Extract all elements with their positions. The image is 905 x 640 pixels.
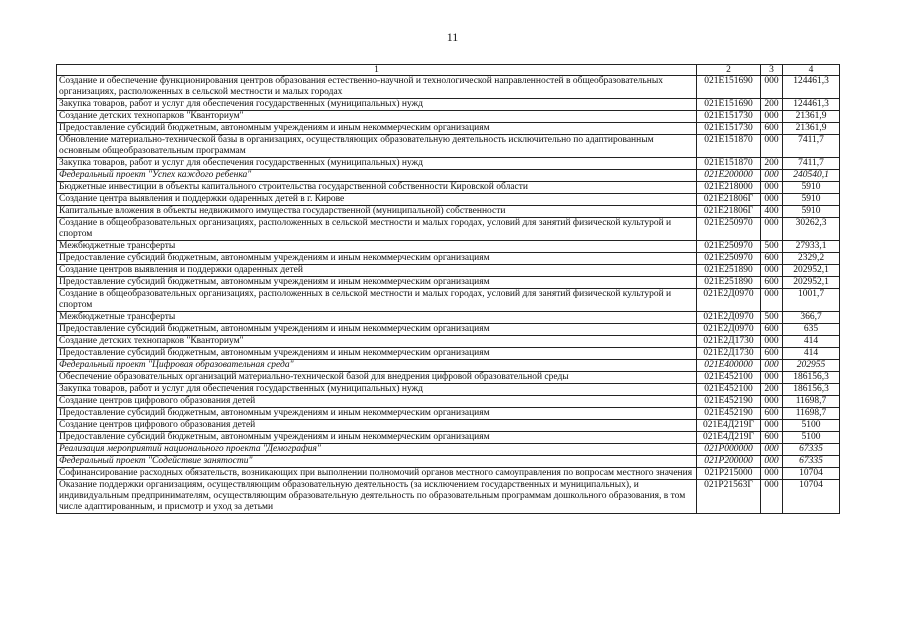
table-row bbox=[57, 384, 840, 396]
row-name-cell: Предоставление субсидий бюджетным, автономным учреждениям и иным некоммерческим организациям bbox=[57, 277, 697, 289]
row-amount-cell: 240540,1 bbox=[783, 170, 840, 182]
row-amount-cell: 11698,7 bbox=[783, 408, 840, 420]
row-expense-type-cell: 000 bbox=[761, 444, 783, 456]
row-name-cell: Предоставление субсидий бюджетным, автономным учреждениям и иным некоммерческим организациям bbox=[57, 324, 697, 336]
row-amount-cell: 5100 bbox=[783, 420, 840, 432]
table-row bbox=[57, 396, 840, 408]
row-expense-type-cell: 000 bbox=[761, 76, 783, 99]
row-name-cell: Предоставление субсидий бюджетным, автономным учреждениям и иным некоммерческим организациям bbox=[57, 432, 697, 444]
table-row bbox=[57, 372, 840, 384]
row-name-cell: Обновление материально-технической базы в организациях, осуществляющих образовательную деятельность исключительно по адаптированным основным общеобразовательным программам bbox=[57, 135, 697, 158]
header-col-2: 2 bbox=[697, 65, 761, 76]
row-name-cell: Бюджетные инвестиции в объекты капитального строительства государственной собственности Кировской области bbox=[57, 182, 697, 194]
row-code-cell: 021E151870 bbox=[697, 135, 761, 158]
table-row bbox=[57, 265, 840, 277]
row-amount-cell: 202952,1 bbox=[783, 265, 840, 277]
row-name-cell: Федеральный проект "Успех каждого ребенка" bbox=[57, 170, 697, 182]
row-expense-type-cell: 000 bbox=[761, 265, 783, 277]
row-amount-cell: 2329,2 bbox=[783, 253, 840, 265]
row-code-cell: 021P200000 bbox=[697, 456, 761, 468]
row-name-cell: Обеспечение образовательных организаций материально-технической базой для внедрения цифровой образовательной среды bbox=[57, 372, 697, 384]
row-amount-cell: 5100 bbox=[783, 432, 840, 444]
row-code-cell: 021E250970 bbox=[697, 241, 761, 253]
header-col-1: 1 bbox=[57, 65, 697, 76]
row-amount-cell: 1001,7 bbox=[783, 289, 840, 312]
row-amount-cell: 7411,7 bbox=[783, 158, 840, 170]
row-expense-type-cell: 000 bbox=[761, 194, 783, 206]
table-row bbox=[57, 111, 840, 123]
table-row bbox=[57, 99, 840, 111]
table-row bbox=[57, 277, 840, 289]
row-code-cell: 021E151730 bbox=[697, 123, 761, 135]
row-expense-type-cell: 400 bbox=[761, 206, 783, 218]
row-name-cell: Создание и обеспечение функционирования центров образования естественно-научной и технологической направленностей в общеобразовательных организациях, расположенных в сельской местности и малых городах bbox=[57, 76, 697, 99]
row-name-cell: Федеральный проект "Цифровая образовательная среда" bbox=[57, 360, 697, 372]
table-row bbox=[57, 324, 840, 336]
budget-table-body bbox=[57, 65, 840, 514]
row-code-cell: 021E151690 bbox=[697, 76, 761, 99]
row-expense-type-cell: 600 bbox=[761, 277, 783, 289]
row-amount-cell: 27933,1 bbox=[783, 241, 840, 253]
row-expense-type-cell: 000 bbox=[761, 135, 783, 158]
row-code-cell: 021E151870 bbox=[697, 158, 761, 170]
row-expense-type-cell: 200 bbox=[761, 384, 783, 396]
row-name-cell: Капитальные вложения в объекты недвижимого имущества государственной (муниципальной) собственности bbox=[57, 206, 697, 218]
table-row bbox=[57, 135, 840, 158]
table-row bbox=[57, 170, 840, 182]
row-expense-type-cell: 600 bbox=[761, 123, 783, 135]
row-expense-type-cell: 000 bbox=[761, 420, 783, 432]
row-amount-cell: 202955 bbox=[783, 360, 840, 372]
table-row bbox=[57, 468, 840, 480]
row-amount-cell: 124461,3 bbox=[783, 99, 840, 111]
row-name-cell: Закупка товаров, работ и услуг для обеспечения государственных (муниципальных) нужд bbox=[57, 99, 697, 111]
row-name-cell: Оказание поддержки организациям, осуществляющим образовательную деятельность (за исключением государственных и муниципальных), и индивидуальным предпринимателям, осуществляющим образовательную деятельность по образовательным программам дошкольного образования, в том числе адаптированным, и присмотр и уход за детьми bbox=[57, 480, 697, 514]
row-code-cell: 021E218000 bbox=[697, 182, 761, 194]
row-amount-cell: 414 bbox=[783, 336, 840, 348]
table-row bbox=[57, 456, 840, 468]
row-name-cell: Федеральный проект "Содействие занятости" bbox=[57, 456, 697, 468]
row-amount-cell: 21361,9 bbox=[783, 111, 840, 123]
row-amount-cell: 11698,7 bbox=[783, 396, 840, 408]
table-header-row bbox=[57, 65, 840, 76]
table-row bbox=[57, 444, 840, 456]
row-amount-cell: 67335 bbox=[783, 444, 840, 456]
row-name-cell: Софинансирование расходных обязательств, возникающих при выполнении полномочий органов местного самоуправления по вопросам местного значения bbox=[57, 468, 697, 480]
row-expense-type-cell: 600 bbox=[761, 348, 783, 360]
table-row bbox=[57, 158, 840, 170]
row-name-cell: Создание в общеобразовательных организациях, расположенных в сельской местности и малых городах, условий для занятий физической культурой и спортом bbox=[57, 218, 697, 241]
row-expense-type-cell: 600 bbox=[761, 324, 783, 336]
row-code-cell: 021E251890 bbox=[697, 277, 761, 289]
table-row bbox=[57, 241, 840, 253]
row-amount-cell: 5910 bbox=[783, 182, 840, 194]
row-amount-cell: 30262,3 bbox=[783, 218, 840, 241]
row-amount-cell: 67335 bbox=[783, 456, 840, 468]
table-row bbox=[57, 218, 840, 241]
row-expense-type-cell: 000 bbox=[761, 480, 783, 514]
table-row bbox=[57, 348, 840, 360]
row-amount-cell: 10704 bbox=[783, 480, 840, 514]
row-name-cell: Создание центра выявления и поддержки одаренных детей в г. Кирове bbox=[57, 194, 697, 206]
table-row bbox=[57, 360, 840, 372]
budget-table bbox=[56, 64, 840, 514]
row-amount-cell: 635 bbox=[783, 324, 840, 336]
row-name-cell: Закупка товаров, работ и услуг для обеспечения государственных (муниципальных) нужд bbox=[57, 158, 697, 170]
row-amount-cell: 366,7 bbox=[783, 312, 840, 324]
row-name-cell: Создание детских технопарков "Кванториум" bbox=[57, 336, 697, 348]
row-code-cell: 021E151730 bbox=[697, 111, 761, 123]
row-name-cell: Создание детских технопарков "Кванториум" bbox=[57, 111, 697, 123]
row-name-cell: Предоставление субсидий бюджетным, автономным учреждениям и иным некоммерческим организациям bbox=[57, 348, 697, 360]
row-expense-type-cell: 000 bbox=[761, 336, 783, 348]
row-name-cell: Межбюджетные трансферты bbox=[57, 312, 697, 324]
row-expense-type-cell: 000 bbox=[761, 170, 783, 182]
row-name-cell: Создание в общеобразовательных организациях, расположенных в сельской местности и малых городах, условий для занятий физической культурой и спортом bbox=[57, 289, 697, 312]
row-code-cell: 021E452100 bbox=[697, 372, 761, 384]
table-row bbox=[57, 420, 840, 432]
row-code-cell: 021P21563Г bbox=[697, 480, 761, 514]
row-expense-type-cell: 000 bbox=[761, 396, 783, 408]
row-name-cell: Предоставление субсидий бюджетным, автономным учреждениям и иным некоммерческим организациям bbox=[57, 408, 697, 420]
row-expense-type-cell: 600 bbox=[761, 432, 783, 444]
table-row bbox=[57, 432, 840, 444]
row-code-cell: 021E200000 bbox=[697, 170, 761, 182]
row-code-cell: 021E2Д0970 bbox=[697, 324, 761, 336]
row-code-cell: 021E250970 bbox=[697, 218, 761, 241]
table-row bbox=[57, 312, 840, 324]
row-name-cell: Закупка товаров, работ и услуг для обеспечения государственных (муниципальных) нужд bbox=[57, 384, 697, 396]
header-col-4: 4 bbox=[783, 65, 840, 76]
row-code-cell: 021E4Д219Г bbox=[697, 432, 761, 444]
row-code-cell: 021E2Д1730 bbox=[697, 336, 761, 348]
row-code-cell: 021E21806Г bbox=[697, 194, 761, 206]
row-expense-type-cell: 600 bbox=[761, 253, 783, 265]
row-code-cell: 021E2Д1730 bbox=[697, 348, 761, 360]
row-expense-type-cell: 000 bbox=[761, 289, 783, 312]
row-name-cell: Межбюджетные трансферты bbox=[57, 241, 697, 253]
page-number: 11 bbox=[446, 30, 459, 44]
row-expense-type-cell: 000 bbox=[761, 456, 783, 468]
row-expense-type-cell: 000 bbox=[761, 182, 783, 194]
table-row bbox=[57, 182, 840, 194]
row-amount-cell: 186156,3 bbox=[783, 384, 840, 396]
table-row bbox=[57, 408, 840, 420]
row-expense-type-cell: 500 bbox=[761, 241, 783, 253]
row-amount-cell: 5910 bbox=[783, 206, 840, 218]
table-row bbox=[57, 76, 840, 99]
row-expense-type-cell: 200 bbox=[761, 99, 783, 111]
row-code-cell: 021E452190 bbox=[697, 396, 761, 408]
table-row bbox=[57, 480, 840, 514]
row-code-cell: 021E2Д0970 bbox=[697, 312, 761, 324]
row-name-cell: Создание центров цифрового образования детей bbox=[57, 420, 697, 432]
table-row bbox=[57, 289, 840, 312]
row-code-cell: 021P000000 bbox=[697, 444, 761, 456]
table-row bbox=[57, 253, 840, 265]
row-amount-cell: 10704 bbox=[783, 468, 840, 480]
row-amount-cell: 414 bbox=[783, 348, 840, 360]
row-code-cell: 021E400000 bbox=[697, 360, 761, 372]
row-expense-type-cell: 200 bbox=[761, 158, 783, 170]
row-amount-cell: 124461,3 bbox=[783, 76, 840, 99]
table-row bbox=[57, 336, 840, 348]
row-amount-cell: 186156,3 bbox=[783, 372, 840, 384]
row-code-cell: 021E21806Г bbox=[697, 206, 761, 218]
row-expense-type-cell: 600 bbox=[761, 408, 783, 420]
row-code-cell: 021E251890 bbox=[697, 265, 761, 277]
row-name-cell: Предоставление субсидий бюджетным, автономным учреждениям и иным некоммерческим организациям bbox=[57, 253, 697, 265]
row-code-cell: 021P215000 bbox=[697, 468, 761, 480]
table-row bbox=[57, 123, 840, 135]
row-code-cell: 021E2Д0970 bbox=[697, 289, 761, 312]
header-col-3: 3 bbox=[761, 65, 783, 76]
row-amount-cell: 202952,1 bbox=[783, 277, 840, 289]
row-name-cell: Реализация мероприятий национального проекта "Демография" bbox=[57, 444, 697, 456]
row-expense-type-cell: 000 bbox=[761, 218, 783, 241]
row-expense-type-cell: 000 bbox=[761, 468, 783, 480]
row-expense-type-cell: 500 bbox=[761, 312, 783, 324]
row-expense-type-cell: 000 bbox=[761, 360, 783, 372]
row-amount-cell: 21361,9 bbox=[783, 123, 840, 135]
row-name-cell: Предоставление субсидий бюджетным, автономным учреждениям и иным некоммерческим организациям bbox=[57, 123, 697, 135]
row-name-cell: Создание центров цифрового образования детей bbox=[57, 396, 697, 408]
row-code-cell: 021E452100 bbox=[697, 384, 761, 396]
row-expense-type-cell: 000 bbox=[761, 111, 783, 123]
row-code-cell: 021E452190 bbox=[697, 408, 761, 420]
table-row bbox=[57, 206, 840, 218]
row-code-cell: 021E151690 bbox=[697, 99, 761, 111]
row-code-cell: 021E4Д219Г bbox=[697, 420, 761, 432]
row-amount-cell: 5910 bbox=[783, 194, 840, 206]
row-name-cell: Создание центров выявления и поддержки одаренных детей bbox=[57, 265, 697, 277]
row-expense-type-cell: 000 bbox=[761, 372, 783, 384]
table-row bbox=[57, 194, 840, 206]
row-code-cell: 021E250970 bbox=[697, 253, 761, 265]
row-amount-cell: 7411,7 bbox=[783, 135, 840, 158]
